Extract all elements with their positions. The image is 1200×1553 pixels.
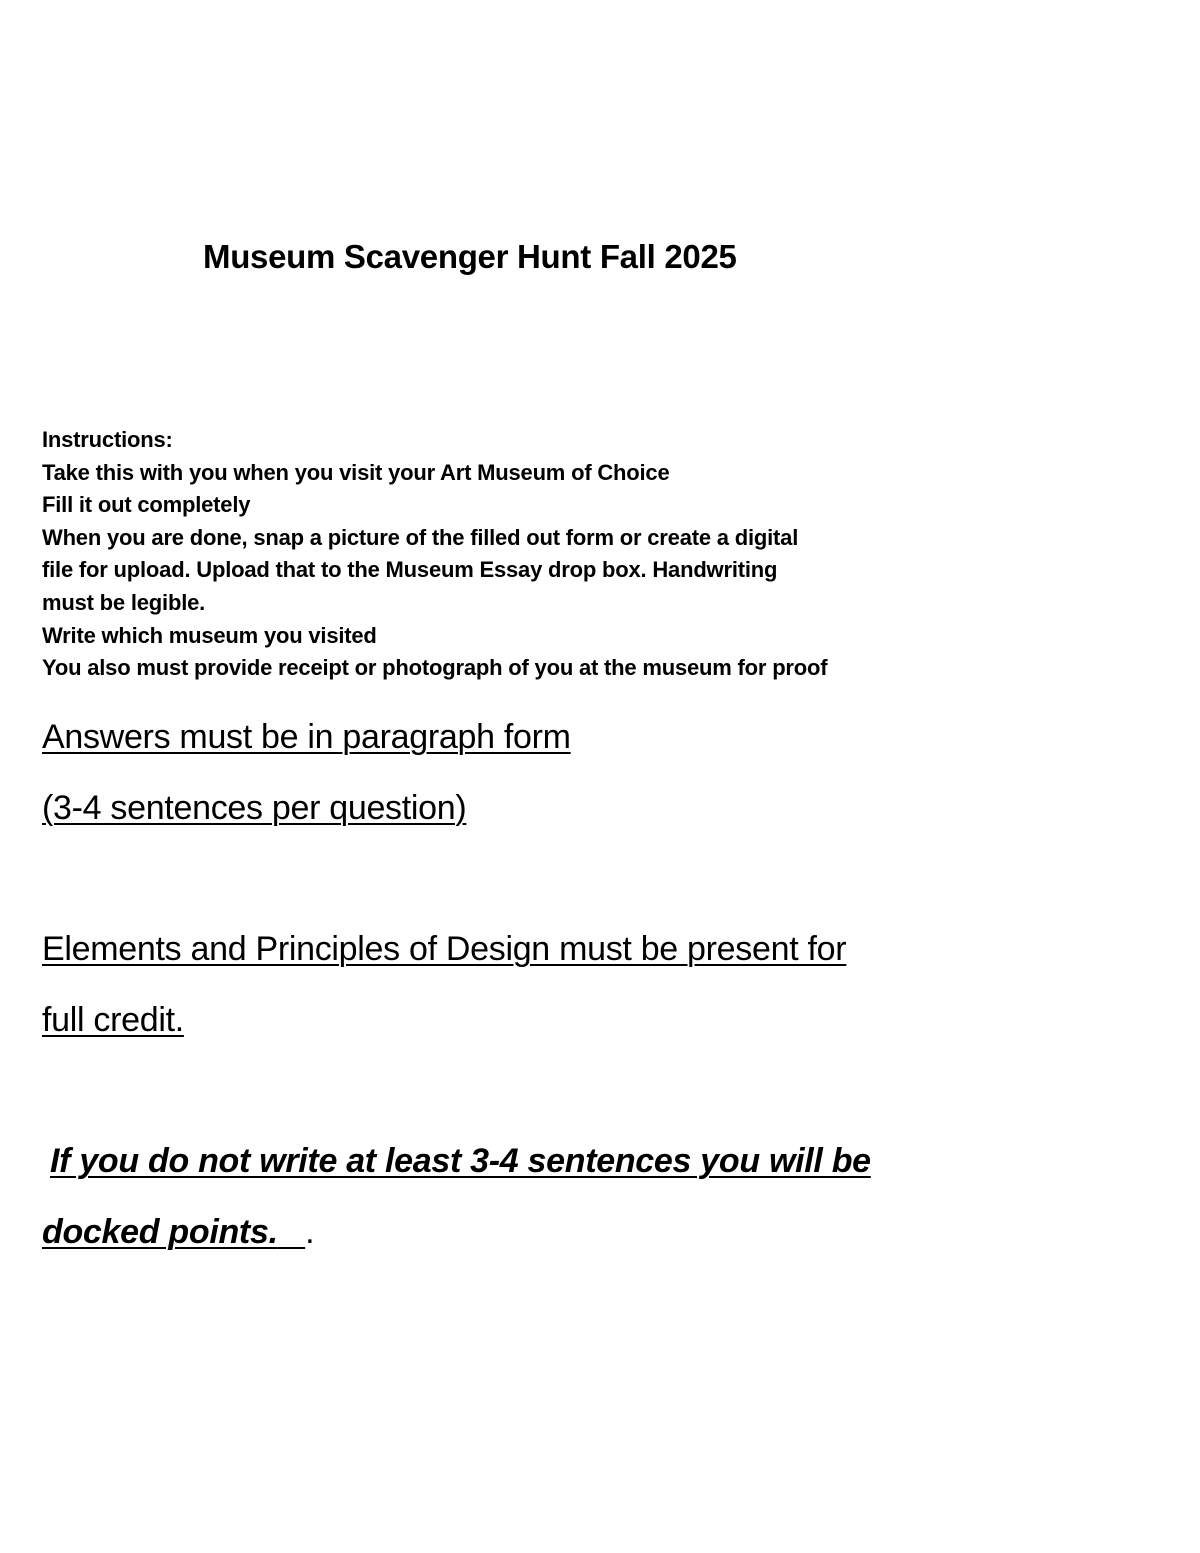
- instruction-line: Take this with you when you visit your Art Museum of Choice: [42, 459, 670, 485]
- warning-line-1: [50, 1142, 871, 1181]
- warning-text-1: If you do not write at least 3-4 sentences you will be: [50, 1142, 871, 1180]
- answers-note-line-2: (3-4 sentences per question): [42, 789, 467, 827]
- warning-line-2: [42, 1213, 314, 1252]
- instruction-line: file for upload. Upload that to the Museum Essay drop box. Handwriting: [42, 557, 778, 583]
- answers-note-line-1: Answers must be in paragraph form: [42, 718, 571, 756]
- warning-underline-gap: [278, 1213, 305, 1251]
- elements-note-line-2: full credit.: [42, 1001, 184, 1039]
- elements-note-line-1: Elements and Principles of Design must be present for: [42, 930, 847, 968]
- instruction-line: When you are done, snap a picture of the filled out form or create a digital: [42, 524, 799, 550]
- warning-trailing-period: .: [305, 1213, 315, 1251]
- instructions-heading: Instructions:: [42, 427, 173, 452]
- instruction-line: Fill it out completely: [42, 492, 251, 518]
- instructions-block: [42, 424, 942, 685]
- page-title: Museum Scavenger Hunt Fall 2025: [203, 238, 737, 275]
- instruction-line: must be legible.: [42, 589, 206, 615]
- instruction-line: Write which museum you visited: [42, 622, 377, 648]
- instruction-line: You also must provide receipt or photograph of you at the museum for proof: [42, 655, 828, 681]
- warning-text-2: docked points.: [42, 1213, 278, 1251]
